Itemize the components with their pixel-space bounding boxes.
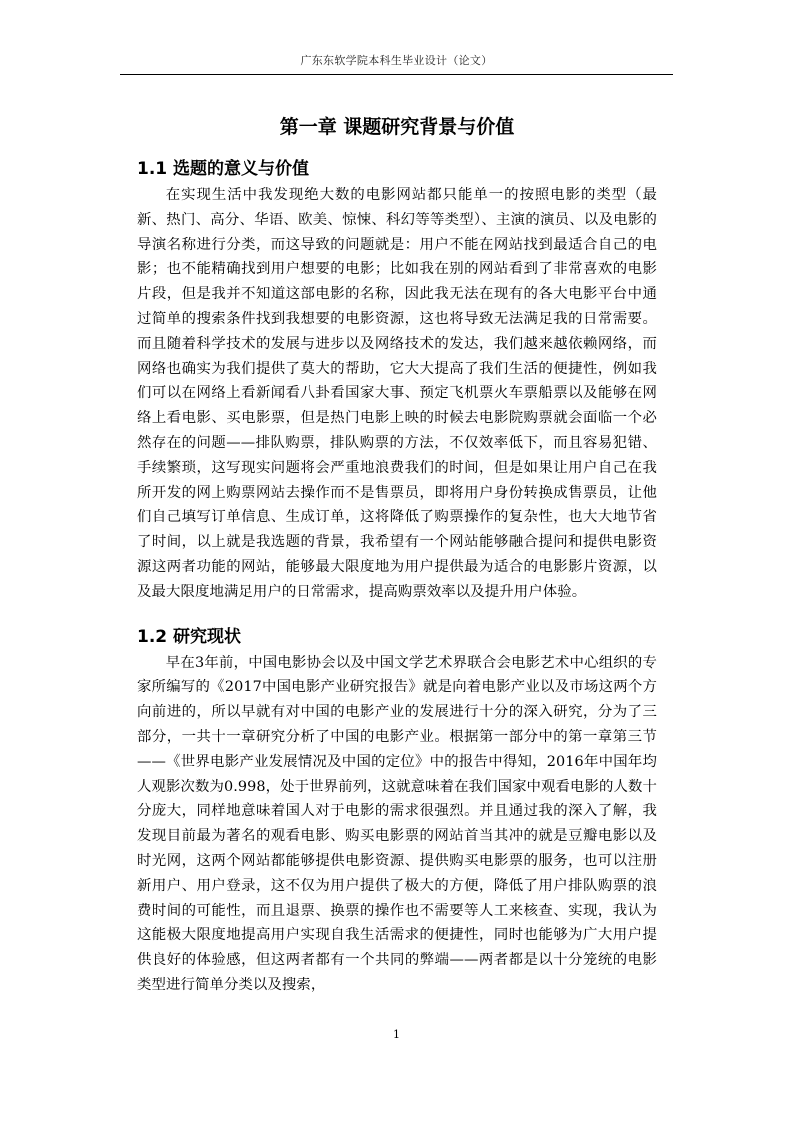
- section-title-1-2: 1.2 研究现状: [137, 626, 242, 647]
- header-rule: [120, 74, 673, 75]
- page-number: 1: [393, 1028, 400, 1041]
- running-header: 广东东软学院本科生毕业设计（论文）: [300, 54, 493, 67]
- section-title-1-1: 1.1 选题的意义与价值: [137, 159, 310, 179]
- section-paragraph-1-1: 在实现生活中我发现绝大数的电影网站都只能单一的按照电影的类型（最新、热门、高分、华语、欧美、惊悚、科幻等等类型）、主演的演员、以及电影的导演名称进行分类，而这导致的问题就是：用户不能在网站找到最适合自己的电影；也不能精确找到用户想要的电影；比如我在别的网站看到了非常喜欢的电影片段，但是我并不知道这部电影的名称，因此我无法在现有的各大电影平台中通过简单的搜索条件找到我想要的电影资源，这也将导致无法满足我的日常需要。而且随着科学技术的发展与进步以及网络技术的发达，我们越来越依赖网络，而网络也确实为我们提供了莫大的帮助，它大大提高了我们生活的便捷性，例如我们可以在网络上看新闻看八卦看国家大事、预定飞机票火车票船票以及能够在网络上看电影、买电影票，但是热门电影上映的时候去电影院购票就会面临一个必然存在的问题——排队购票，排队购票的方法，不仅效率低下，而且容易犯错、手续繁琐，这写现实问题将会严重地浪费我们的时间，但是如果让用户自己在我所开发的网上购票网站去操作而不是售票员，即将用户身份转换成售票员，让他们自己填写订单信息、生成订单，这将降低了购票操作的复杂性，也大大地节省了时间，以上就是我选题的背景，我希望有一个网站能够融合提问和提供电影资源这两者功能的网站，能够最大限度地为用户提供最为适合的电影影片资源，以及最大限度地满足用户的日常需求，提高购票效率以及提升用户体验。: [137, 187, 657, 600]
- page-body: [137, 113, 657, 998]
- chapter-title: 第一章 课题研究背景与价值: [279, 116, 515, 138]
- section-paragraph-1-2: 早在3年前，中国电影协会以及中国文学艺术界联合会电影艺术中心组织的专家所编写的《2017中国电影产业研究报告》就是向着电影产业以及市场这两个方向前进的，所以早就有对中国的电影产业的发展进行十分的深入研究，分为了三部分，一共十一章研究分析了中国的电影产业。根据第一部分中的第一章第三节——《世界电影产业发展情况及中国的定位》中的报告中得知，2016年中国年均人观影次数为0.998，处于世界前列，这就意味着在我们国家中观看电影的人数十分庞大，同样地意味着国人对于电影的需求很强烈。并且通过我的深入了解，我发现目前最为著名的观看电影、购买电影票的网站首当其冲的就是豆瓣电影以及时光网，这两个网站都能够提供电影资源、提供购买电影票的服务，也可以注册新用户、用户登录，这不仅为用户提供了极大的方便，降低了用户排队购票的浪费时间的可能性，而且退票、换票的操作也不需要等人工来核查、实现，我认为这能极大限度地提高用户实现自我生活需求的便捷性，同时也能够为广大用户提供良好的体验感，但这两者都有一个共同的弊端——两者都是以十分笼统的电影类型进行简单分类以及搜索，: [137, 654, 657, 993]
